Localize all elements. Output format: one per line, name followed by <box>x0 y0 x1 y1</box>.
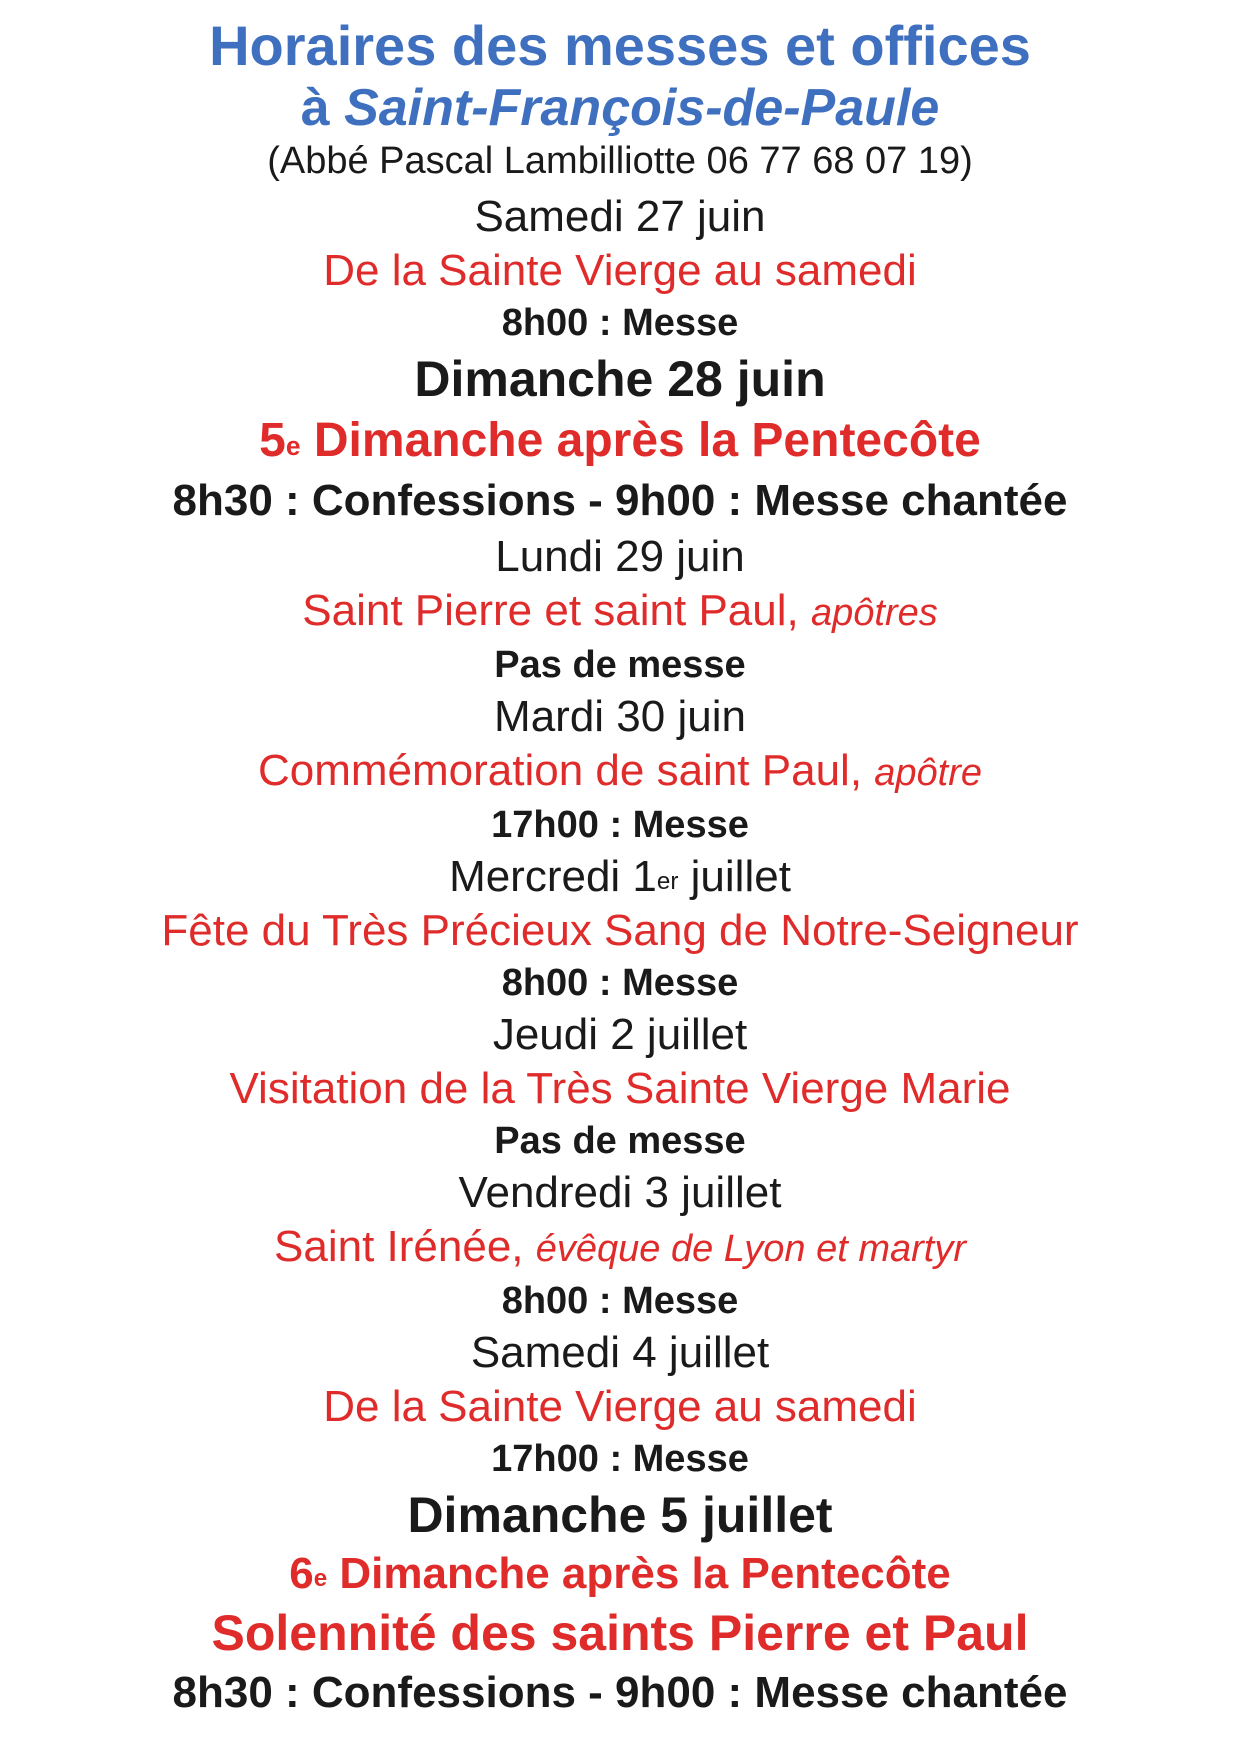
schedule-line-sunday: 8h30 : Confessions - 9h00 : Messe chantée <box>172 1668 1068 1717</box>
feast-solemnity: Solennité des saints Pierre et Paul <box>211 1605 1029 1661</box>
schedule-line: 17h00 : Messe <box>491 1438 749 1480</box>
feast-name <box>0 584 1240 640</box>
day-heading: Samedi 27 juin <box>474 192 766 241</box>
schedule-line: 17h00 : Messe <box>491 804 749 846</box>
feast-name-text: Commémoration de saint Paul, <box>257 746 875 795</box>
day-heading-sunday: Dimanche 28 juin <box>414 351 826 407</box>
feast-name: De la Sainte Vierge au samedi <box>323 246 917 295</box>
feast-ordinal-sup: e <box>313 1564 328 1592</box>
schedule-line: 8h00 : Messe <box>501 302 739 344</box>
schedule-line-sunday: 8h30 : Confessions - 9h00 : Messe chantée <box>172 476 1068 525</box>
feast-ordinal-sup: e <box>285 431 301 462</box>
subtitle-prefix: à <box>300 79 345 137</box>
feast-note: apôtre <box>874 752 983 794</box>
feast-name: Visitation de la Très Sainte Vierge Marie <box>229 1064 1011 1113</box>
schedule-line: Pas de messe <box>494 644 746 686</box>
day-heading: Mardi 30 juin <box>494 692 746 741</box>
page-subtitle <box>0 78 1240 138</box>
feast-name <box>0 1220 1240 1276</box>
feast-name-sunday <box>0 410 1240 472</box>
feast-name: De la Sainte Vierge au samedi <box>323 1382 917 1431</box>
feast-name <box>0 744 1240 800</box>
feast-name: Fête du Très Précieux Sang de Notre-Seigneur <box>161 906 1079 955</box>
day-heading: Vendredi 3 juillet <box>458 1168 782 1217</box>
feast-name-text: Dimanche après la Pentecôte <box>327 1549 951 1598</box>
schedule-line: 8h00 : Messe <box>501 962 739 1004</box>
day-heading <box>0 850 1240 904</box>
day-heading-sunday: Dimanche 5 juillet <box>407 1487 833 1543</box>
feast-name-text: Saint Pierre et saint Paul, <box>302 586 811 635</box>
day-heading: Samedi 4 juillet <box>470 1328 770 1377</box>
day-prefix: Mercredi 1 <box>449 852 657 901</box>
feast-name-text: Saint Irénée, <box>274 1222 536 1271</box>
page-title: Horaires des messes et offices <box>209 14 1031 77</box>
schedule-line: Pas de messe <box>494 1120 746 1162</box>
day-ordinal-sup: er <box>656 867 679 895</box>
contact-line: (Abbé Pascal Lambilliotte 06 77 68 07 19) <box>267 140 973 182</box>
day-heading: Lundi 29 juin <box>495 532 745 581</box>
schedule-line: 8h00 : Messe <box>501 1280 739 1322</box>
feast-ordinal: 6 <box>289 1549 314 1598</box>
day-suffix: juillet <box>678 852 791 901</box>
subtitle-place: Saint-François-de-Paule <box>344 79 940 137</box>
feast-name-sunday <box>0 1546 1240 1602</box>
feast-note: évêque de Lyon et martyr <box>535 1228 966 1270</box>
day-heading: Jeudi 2 juillet <box>492 1010 748 1059</box>
feast-ordinal: 5 <box>259 414 286 467</box>
feast-name-text: Dimanche après la Pentecôte <box>300 414 981 467</box>
feast-note: apôtres <box>810 592 938 634</box>
